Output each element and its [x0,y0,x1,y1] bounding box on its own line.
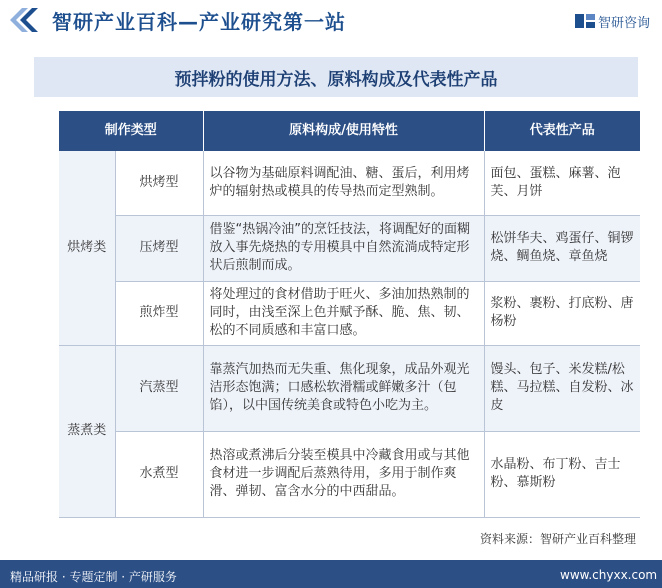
type-cell: 汽蒸型 [115,345,203,431]
footer-bar [0,560,662,588]
description-cell: 将处理过的食材借助于旺火、多油加热熟制的同时，由浅至深上色并赋予酥、脆、焦、韧、松的不同质感和丰富口感。 [203,281,484,345]
description-cell: 热溶或煮沸后分装至模具中冷藏食用或与其他食材进一步调配后蒸熟待用，多用于制作爽滑、弹韧、富含水分的中西甜品。 [203,431,484,517]
category-cell: 蒸煮类 [59,345,115,517]
site-header [0,0,662,40]
products-cell: 面包、蛋糕、麻薯、泡芙、月饼 [484,151,640,215]
table-row [59,281,640,345]
footer-url[interactable]: www.chyxx.com [560,568,658,582]
source-note: 资料来源：智研产业百科整理 [480,532,637,546]
premix-table [59,111,640,518]
page-title: 预拌粉的使用方法、原料构成及代表性产品 [174,69,498,90]
zhiyan-logo-icon [8,6,48,34]
table-row [59,431,640,517]
description-cell: 借鉴“热锅冷油”的烹饪技法，将调配好的面糊放入事先烧热的专用模具中自然流淌成特定形状后煎制而成。 [203,215,484,281]
footer-services: 精品研报 · 专题定制 · 产研服务 [10,570,177,584]
type-cell: 煎炸型 [115,281,203,345]
brand-name: 智研咨询 [598,16,651,31]
column-header-products: 代表性产品 [484,111,640,151]
category-cell: 烘烤类 [59,151,115,345]
type-cell: 烘烤型 [115,151,203,215]
table-row [59,151,640,215]
table-row [59,215,640,281]
title-banner [34,57,638,97]
site-title: 智研产业百科—产业研究第一站 [52,10,346,34]
column-header-type: 制作类型 [59,111,203,151]
type-cell: 水煮型 [115,431,203,517]
products-cell: 水晶粉、布丁粉、吉士粉、慕斯粉 [484,431,640,517]
products-cell: 浆粉、裹粉、打底粉、唐杨粉 [484,281,640,345]
description-cell: 靠蒸汽加热而无失重、焦化现象，成品外观光洁形态饱满；口感松软滑糯或鲜嫩多汁（包馅），以中国传统美食或特色小吃为主。 [203,345,484,431]
type-cell: 压烤型 [115,215,203,281]
brand-logo-icon [574,12,596,30]
column-header-description: 原料构成/使用特性 [203,111,484,151]
products-cell: 松饼华夫、鸡蛋仔、铜锣烧、鲷鱼烧、章鱼烧 [484,215,640,281]
table-row [59,345,640,431]
products-cell: 馒头、包子、米发糕/松糕、马拉糕、自发粉、冰皮 [484,345,640,431]
table-header-row [59,111,640,151]
description-cell: 以谷物为基础原料调配油、糖、蛋后，利用烤炉的辐射热或模具的传导热而定型熟制。 [203,151,484,215]
